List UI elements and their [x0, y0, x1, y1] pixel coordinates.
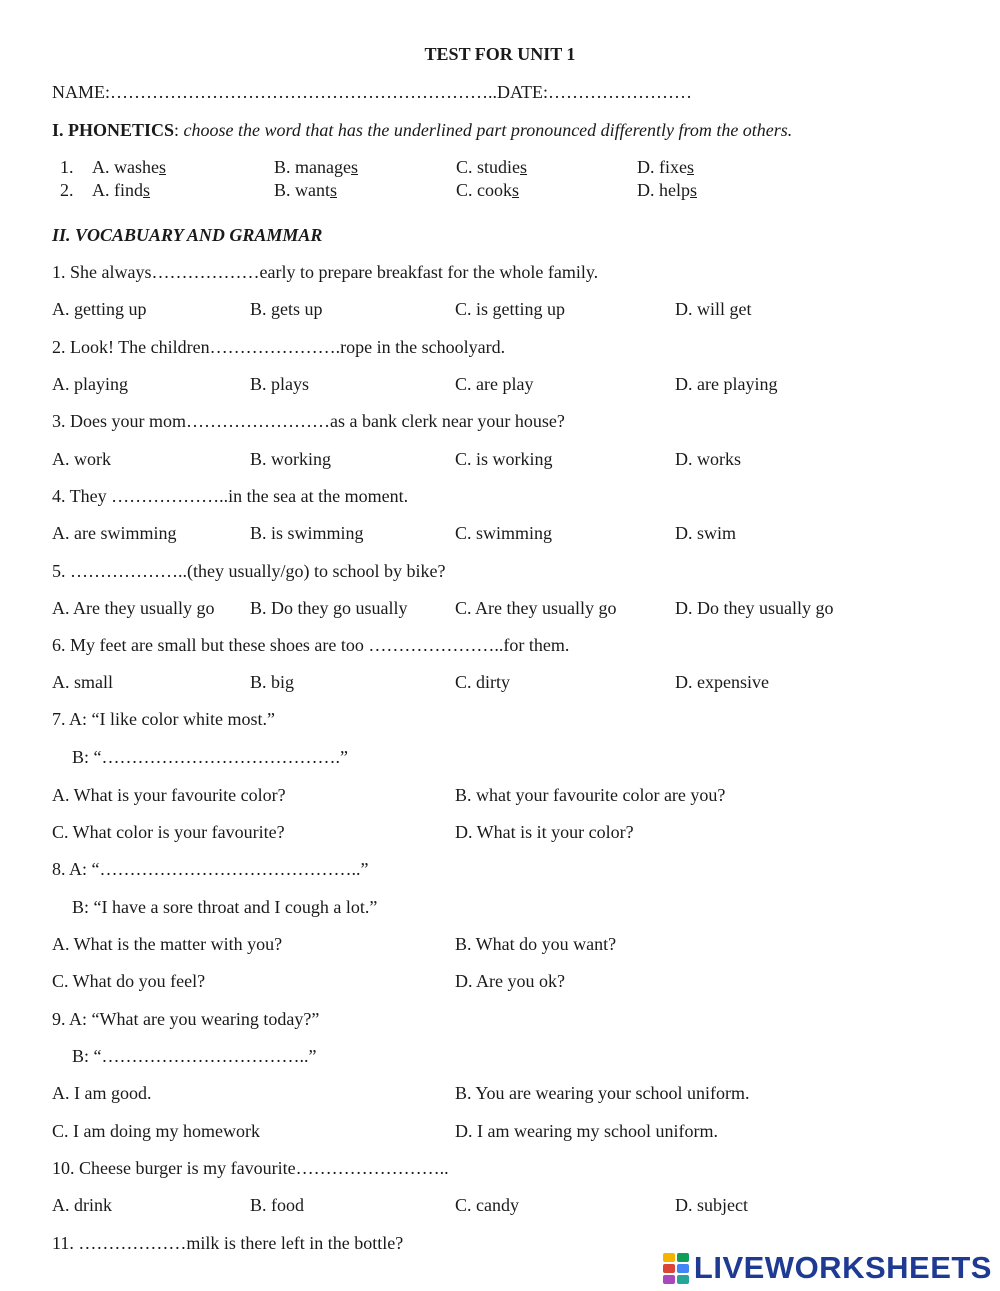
liveworksheets-logo [663, 1251, 992, 1285]
phonetics-option[interactable] [456, 157, 527, 178]
name-date-line: NAME:………………………………………………………..DATE:…………………… [52, 82, 692, 102]
phonetics-option-underlined: s [520, 157, 528, 177]
answer-option[interactable]: D. are playing [675, 374, 778, 394]
answer-option[interactable]: B. gets up [250, 299, 323, 319]
answer-option[interactable]: B. is swimming [250, 523, 364, 543]
phonetics-option[interactable] [637, 180, 697, 201]
phonetics-option-underlined: s [143, 180, 151, 200]
answer-option[interactable]: B. big [250, 672, 295, 692]
answer-option[interactable]: A. What is the matter with you? [52, 934, 283, 954]
logo-block [663, 1253, 675, 1262]
phonetics-option-prefix: D. fixe [637, 157, 687, 177]
question-text: 10. Cheese burger is my favourite…………………….. [52, 1158, 449, 1178]
answer-option[interactable]: C. What color is your favourite? [52, 822, 285, 842]
phonetics-option[interactable] [274, 157, 358, 178]
answer-option[interactable]: A. drink [52, 1195, 112, 1215]
answer-option[interactable]: A. are swimming [52, 523, 177, 543]
answer-option[interactable]: A. I am good. [52, 1083, 152, 1103]
answer-option[interactable]: C. What do you feel? [52, 971, 206, 991]
answer-option[interactable]: B. plays [250, 374, 310, 394]
answer-option[interactable]: B. What do you want? [455, 934, 617, 954]
phonetics-option-underlined: s [350, 157, 358, 177]
answer-option[interactable]: B. You are wearing your school uniform. [455, 1083, 750, 1103]
answer-option[interactable]: D. What is it your color? [455, 822, 634, 842]
phonetics-heading-label: I. PHONETICS [52, 120, 175, 140]
answer-option[interactable]: A. work [52, 449, 111, 469]
answer-option[interactable]: C. is getting up [455, 299, 566, 319]
phonetics-option[interactable] [274, 180, 337, 201]
question-text: 9. A: “What are you wearing today?” [52, 1009, 320, 1029]
answer-option[interactable]: C. dirty [455, 672, 511, 692]
answer-option[interactable]: C. candy [455, 1195, 519, 1215]
answer-option[interactable]: B. Do they go usually [250, 598, 408, 618]
phonetics-heading [52, 120, 792, 141]
phonetics-option-underlined: s [330, 180, 338, 200]
answer-option[interactable]: C. is working [455, 449, 553, 469]
phonetics-row-number: 1. [60, 157, 74, 177]
phonetics-heading-separator: : [174, 120, 184, 140]
answer-option[interactable]: A. playing [52, 374, 128, 394]
answer-option[interactable]: C. I am doing my homework [52, 1121, 260, 1141]
answer-option[interactable]: C. swimming [455, 523, 553, 543]
phonetics-option-prefix: A. find [92, 180, 143, 200]
phonetics-option[interactable] [92, 157, 166, 178]
phonetics-row-number: 2. [60, 180, 74, 200]
phonetics-option-prefix: B. want [274, 180, 330, 200]
logo-block [677, 1253, 689, 1262]
question-text: 1. She always………………early to prepare breakfast for the whole family. [52, 262, 599, 282]
phonetics-instruction: choose the word that has the underlined part pronounced differently from the others. [183, 120, 793, 140]
answer-option[interactable]: D. works [675, 449, 741, 469]
answer-option[interactable]: A. Are they usually go [52, 598, 215, 618]
logo-text: LIVEWORKSHEETS [693, 1250, 992, 1285]
answer-option[interactable]: A. getting up [52, 299, 147, 319]
phonetics-option-prefix: C. cook [456, 180, 512, 200]
phonetics-option-underlined: s [158, 157, 166, 177]
phonetics-option-prefix: B. manage [274, 157, 351, 177]
phonetics-option-prefix: C. studie [456, 157, 521, 177]
phonetics-option-underlined: s [686, 157, 694, 177]
vocabulary-heading: II. VOCABUARY AND GRAMMAR [52, 225, 323, 245]
question-text: 3. Does your mom……………………as a bank clerk near your house? [52, 411, 565, 431]
phonetics-option-underlined: s [512, 180, 520, 200]
logo-block [663, 1275, 675, 1284]
logo-block [663, 1264, 675, 1273]
answer-option[interactable]: B. working [250, 449, 331, 469]
answer-option[interactable]: C. are play [455, 374, 534, 394]
logo-block [677, 1275, 689, 1284]
answer-option[interactable]: B. food [250, 1195, 304, 1215]
answer-option[interactable]: D. subject [675, 1195, 748, 1215]
phonetics-option[interactable] [637, 157, 694, 178]
question-response-line: B: “I have a sore throat and I cough a lot.” [72, 897, 378, 917]
phonetics-option-underlined: s [690, 180, 698, 200]
question-response-line: B: “……………………………..” [72, 1046, 317, 1066]
answer-option[interactable]: D. expensive [675, 672, 769, 692]
answer-option[interactable]: A. small [52, 672, 113, 692]
answer-option[interactable]: D. Are you ok? [455, 971, 565, 991]
answer-option[interactable]: B. what your favourite color are you? [455, 785, 726, 805]
page-title: TEST FOR UNIT 1 [424, 44, 576, 64]
answer-option[interactable]: D. I am wearing my school uniform. [455, 1121, 718, 1141]
phonetics-option-prefix: A. washe [92, 157, 159, 177]
answer-option[interactable]: D. swim [675, 523, 737, 543]
question-text: 8. A: “……………………………………..” [52, 859, 369, 879]
question-response-line: B: “………………………………….” [72, 747, 348, 767]
question-text: 11. ………………milk is there left in the bottle? [52, 1233, 404, 1253]
phonetics-option[interactable] [92, 180, 150, 201]
answer-option[interactable]: A. What is your favourite color? [52, 785, 286, 805]
answer-option[interactable]: D. Do they usually go [675, 598, 834, 618]
logo-block [677, 1264, 689, 1273]
logo-blocks-icon [663, 1253, 689, 1284]
answer-option[interactable]: C. Are they usually go [455, 598, 617, 618]
answer-option[interactable]: D. will get [675, 299, 752, 319]
phonetics-option-prefix: D. help [637, 180, 690, 200]
question-text: 7. A: “I like color white most.” [52, 709, 275, 729]
question-text: 5. ………………..(they usually/go) to school by bike? [52, 561, 446, 581]
question-text: 6. My feet are small but these shoes are too …………………..for them. [52, 635, 570, 655]
phonetics-option[interactable] [456, 180, 519, 201]
question-text: 2. Look! The children………………….rope in the schoolyard. [52, 337, 506, 357]
question-text: 4. They ………………..in the sea at the moment. [52, 486, 409, 506]
